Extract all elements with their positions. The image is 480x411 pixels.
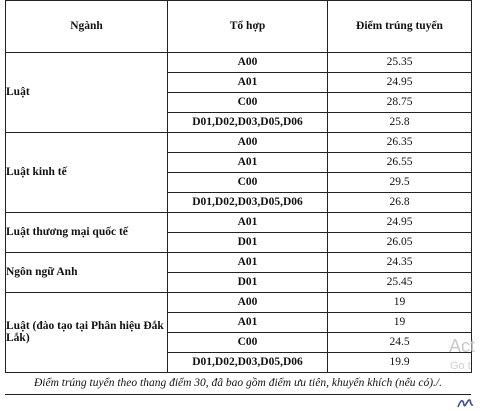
- subject-combo: A00: [168, 293, 328, 313]
- subject-combo: A00: [168, 133, 328, 153]
- admission-score: 26.05: [328, 233, 472, 253]
- subject-combo: D01,D02,D03,D05,D06: [168, 113, 328, 133]
- table-row: [6, 53, 472, 73]
- admission-score: 25.45: [328, 273, 472, 293]
- header-major: Ngành: [6, 1, 168, 53]
- major-name: Luật thương mại quốc tế: [6, 213, 168, 253]
- subject-combo: A01: [168, 313, 328, 333]
- major-name: Luật (đào tạo tại Phân hiệu Đắk Lắk): [6, 293, 168, 373]
- activation-watermark: Act: [449, 336, 476, 356]
- admission-score: 19: [328, 293, 472, 313]
- subject-combo: D01: [168, 273, 328, 293]
- header-score: Điểm trúng tuyển: [328, 1, 472, 53]
- subject-combo: A01: [168, 213, 328, 233]
- admission-score: 24.95: [328, 213, 472, 233]
- subject-combo: A00: [168, 53, 328, 73]
- table-row: [6, 213, 472, 233]
- major-name: Luật: [6, 53, 168, 133]
- admission-score: 26.35: [328, 133, 472, 153]
- subject-combo: D01,D02,D03,D05,D06: [168, 193, 328, 213]
- header-combo: Tổ hợp: [168, 1, 328, 53]
- signature-mark-icon: [456, 396, 476, 410]
- subject-combo: C00: [168, 93, 328, 113]
- table-row: [6, 293, 472, 313]
- admission-score: 25.35: [328, 53, 472, 73]
- footnote: Điểm trúng tuyển theo thang điểm 30, đã bao gồm điểm ưu tiên, khuyến khích (nếu có)./.: [5, 372, 471, 395]
- admission-score: 19.9: [328, 353, 472, 373]
- admission-score: 19: [328, 313, 472, 333]
- admission-score: 26.55: [328, 153, 472, 173]
- subject-combo: A01: [168, 253, 328, 273]
- admission-score: 24.95: [328, 73, 472, 93]
- subject-combo: C00: [168, 173, 328, 193]
- major-name: Ngôn ngữ Anh: [6, 253, 168, 293]
- admission-score: 29.5: [328, 173, 472, 193]
- admission-score: 24.5: [328, 333, 472, 353]
- activation-watermark-subtext: Go t: [450, 360, 471, 372]
- admission-score: 25.8: [328, 113, 472, 133]
- major-name: Luật kinh tế: [6, 133, 168, 213]
- admission-score-table: [5, 0, 472, 373]
- header-row: [6, 1, 472, 53]
- subject-combo: C00: [168, 333, 328, 353]
- admission-score: 28.75: [328, 93, 472, 113]
- admission-score: 24.35: [328, 253, 472, 273]
- table-body: [6, 1, 472, 373]
- subject-combo: D01,D02,D03,D05,D06: [168, 353, 328, 373]
- table-row: [6, 133, 472, 153]
- table-row: [6, 253, 472, 273]
- admission-score: 26.8: [328, 193, 472, 213]
- subject-combo: D01: [168, 233, 328, 253]
- subject-combo: A01: [168, 73, 328, 93]
- subject-combo: A01: [168, 153, 328, 173]
